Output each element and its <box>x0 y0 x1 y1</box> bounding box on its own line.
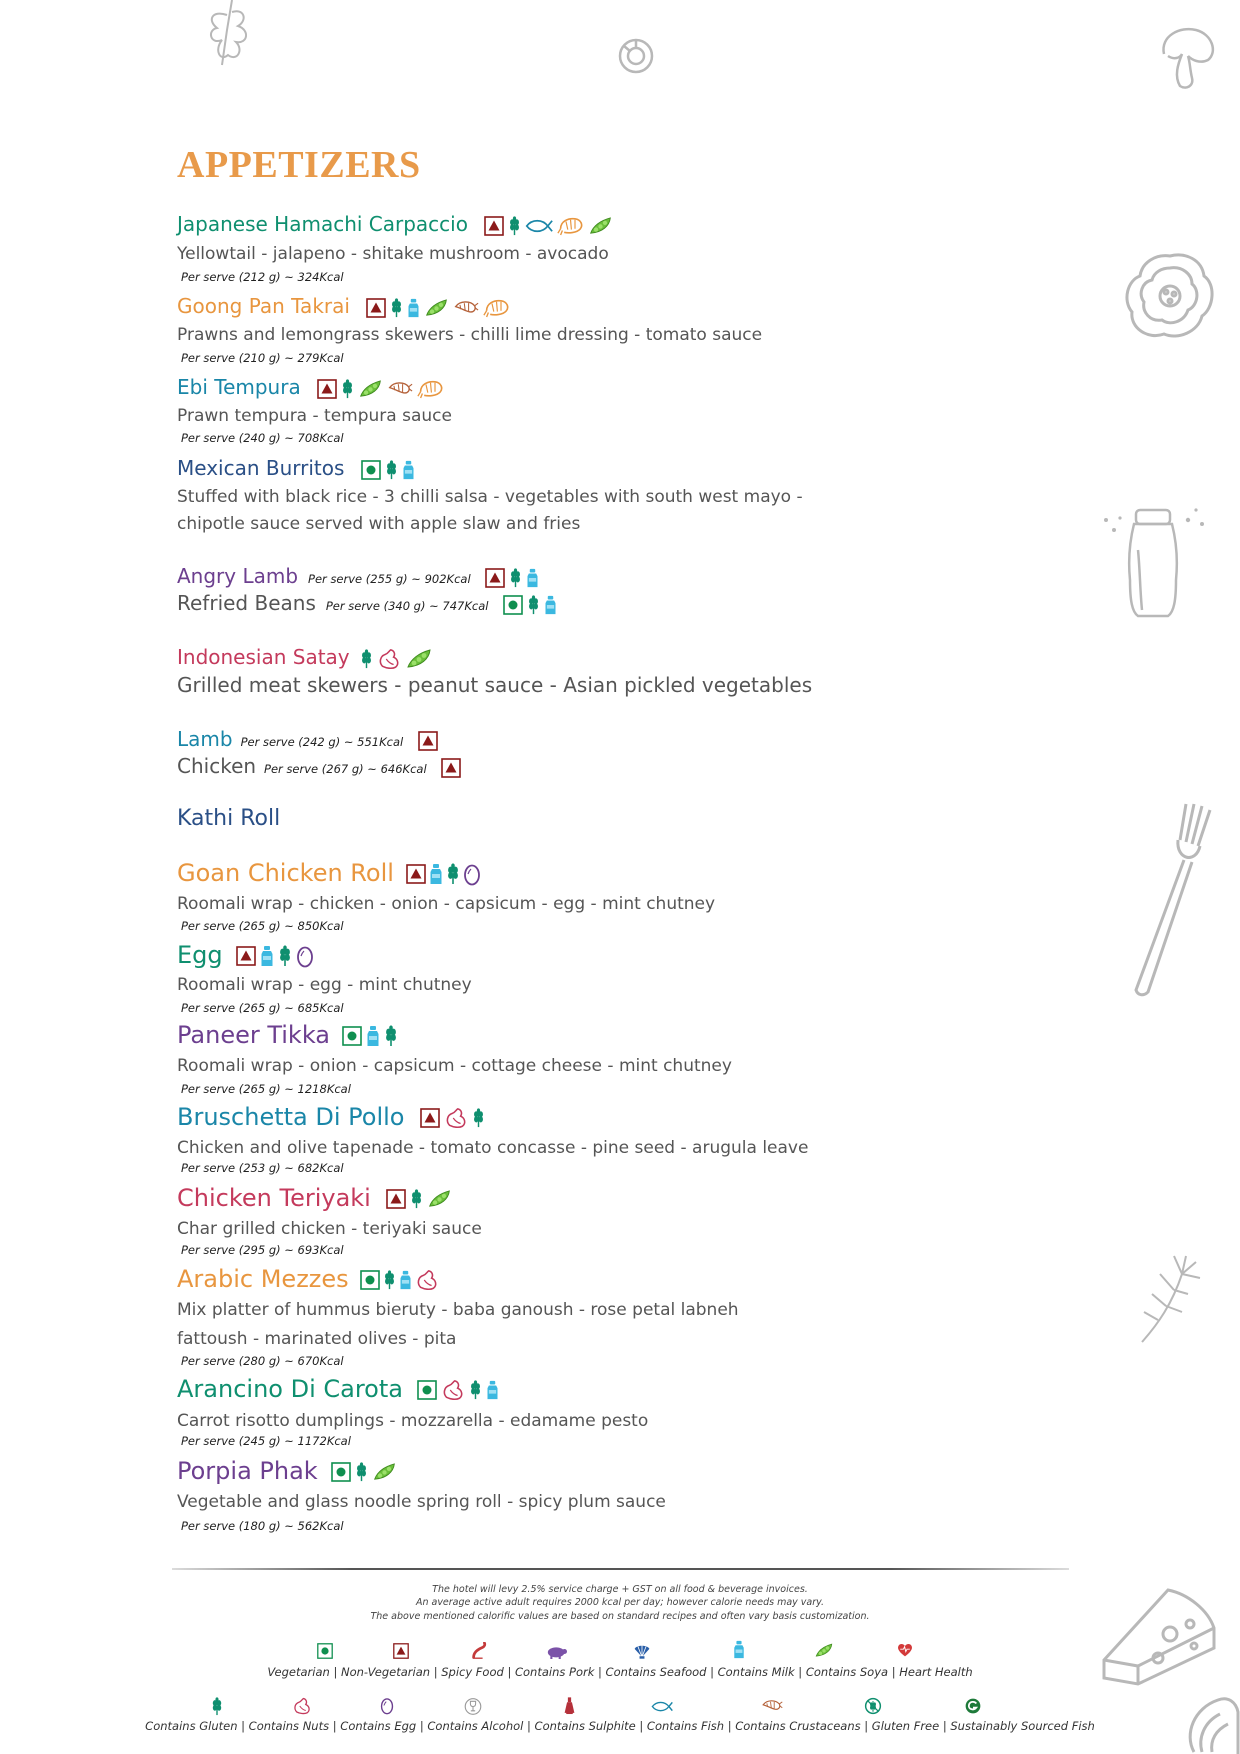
contains-soya-icon <box>588 215 613 237</box>
contains-milk-icon <box>407 298 420 318</box>
contains-milk-icon <box>486 1380 499 1400</box>
contains-gluten-icon <box>508 216 521 236</box>
menu-item-name-porpia-phak: Porpia Phak <box>177 1457 397 1485</box>
menu-item-name-mexican-burritos: Mexican Burritos <box>177 456 415 480</box>
dietary-icons <box>406 862 481 886</box>
menu-item-description: Chicken and olive tapenade - tomato concasse - pine seed - arugula leave <box>177 1138 809 1158</box>
dietary-icons <box>361 460 415 480</box>
vegetarian-icon <box>331 1462 351 1482</box>
contains-alcohol-icon <box>464 1697 482 1716</box>
contains-gluten-icon <box>341 379 354 399</box>
herb-sketch-decoration <box>192 0 262 72</box>
non-vegetarian-icon <box>418 731 438 751</box>
calorie-info: Per serve (255 g) ~ 902Kcal <box>308 572 471 586</box>
gluten-free-icon <box>864 1697 882 1715</box>
vegetarian-icon <box>317 1643 333 1659</box>
calorie-info: Per serve (265 g) ~ 685Kcal <box>181 1001 344 1015</box>
calorie-info: Per serve (267 g) ~ 646Kcal <box>264 762 427 776</box>
contains-gluten-icon <box>211 1697 223 1716</box>
legend-labels-row-1: Vegetarian | Non-Vegetarian | Spicy Food | Contains Pork | Contains Seafood | Contains Milk | Contains Soya | Heart Health <box>267 1665 973 1679</box>
contains-pork-icon <box>546 1644 568 1659</box>
menu-item-name-paneer-tikka: Paneer Tikka <box>177 1021 398 1049</box>
contains-sulphite-icon <box>563 1696 576 1715</box>
contains-gluten-icon <box>472 1108 485 1128</box>
contains-gluten-icon <box>360 649 373 669</box>
pepper-slice-sketch-decoration <box>1124 250 1216 342</box>
vegetarian-icon <box>342 1026 362 1046</box>
menu-item-name-indonesian-satay: Indonesian Satay <box>177 645 433 671</box>
dietary-icons <box>417 1379 499 1401</box>
contains-soya-icon <box>372 1461 397 1483</box>
contains-egg-icon <box>380 1696 394 1715</box>
prawn-icon <box>387 379 413 398</box>
dietary-icons <box>360 1269 439 1291</box>
vegetarian-icon <box>361 460 381 480</box>
menu-item-description: Vegetable and glass noodle spring roll - spicy plum sauce <box>177 1492 666 1512</box>
contains-seafood-icon <box>633 1642 651 1659</box>
menu-item-description: Mix platter of hummus bieruty - baba ganoush - rose petal labneh <box>177 1300 739 1320</box>
menu-item-name-bruschetta-di-pollo: Bruschetta Di Pollo <box>177 1103 485 1131</box>
section-title: APPETIZERS <box>177 144 421 186</box>
contains-fish-icon <box>525 218 553 234</box>
contains-gluten-icon <box>509 568 522 588</box>
non-vegetarian-icon <box>406 864 426 884</box>
menu-item-description: Char grilled chicken - teriyaki sauce <box>177 1219 482 1239</box>
salt-shaker-sketch-decoration <box>1098 500 1208 625</box>
calorie-info: Per serve (210 g) ~ 279Kcal <box>181 351 344 365</box>
contains-gluten-icon <box>469 1380 482 1400</box>
contains-gluten-icon <box>355 1462 368 1482</box>
menu-item-description: fattoush - marinated olives - pita <box>177 1329 457 1349</box>
calorie-info: Per serve (242 g) ~ 551Kcal <box>240 735 404 749</box>
non-vegetarian-icon <box>317 379 337 399</box>
contains-gluten-icon <box>390 298 403 318</box>
sustainably-sourced-fish-icon <box>964 1697 982 1715</box>
fork-sketch-decoration <box>1126 800 1214 1000</box>
dietary-icons <box>418 731 438 751</box>
non-vegetarian-icon <box>485 568 505 588</box>
footer-note-calorie-values: The above mentioned calorific values are based on standard recipes and often vary basis customization. <box>370 1611 870 1622</box>
contains-soya-icon <box>405 647 433 671</box>
calorie-info: Per serve (280 g) ~ 670Kcal <box>181 1354 344 1368</box>
contains-milk-icon <box>544 595 557 615</box>
dietary-icons <box>342 1025 398 1047</box>
dietary-icons <box>236 944 314 968</box>
calorie-info: Per serve (265 g) ~ 1218Kcal <box>181 1082 351 1096</box>
dietary-icons <box>386 1188 452 1210</box>
contains-soya-icon <box>424 297 449 319</box>
heart-health-icon <box>896 1642 914 1658</box>
contains-nuts-icon <box>292 1697 312 1715</box>
contains-crustaceans-icon <box>483 298 510 318</box>
menu-item-description: Stuffed with black rice - 3 chilli salsa - vegetables with south west mayo - <box>177 487 803 507</box>
contains-gluten-icon <box>384 1025 398 1047</box>
contains-crustaceans-icon <box>761 1697 783 1714</box>
contains-milk-icon <box>402 460 415 480</box>
vegetarian-icon <box>360 1270 380 1290</box>
contains-gluten-icon <box>527 595 540 615</box>
calorie-info: Per serve (295 g) ~ 693Kcal <box>181 1243 344 1257</box>
contains-milk-icon <box>399 1270 412 1290</box>
peppercorn-sketch-decoration <box>616 36 656 76</box>
dietary-icons <box>360 647 433 671</box>
contains-nuts-icon <box>415 1269 439 1291</box>
menu-item-description: chipotle sauce served with apple slaw and fries <box>177 514 581 534</box>
menu-item-name-arancino-di-carota: Arancino Di Carota <box>177 1375 499 1403</box>
menu-item-name-ebi-tempura: Ebi Tempura <box>177 375 444 400</box>
menu-item-name-refried-beans: Refried Beans Per serve (340 g) ~ 747Kcal <box>177 591 557 615</box>
contains-soya-icon <box>358 378 383 400</box>
contains-milk-icon <box>733 1640 745 1659</box>
calorie-info: Per serve (340 g) ~ 747Kcal <box>325 599 489 613</box>
contains-soya-icon <box>814 1642 834 1659</box>
calorie-info: Per serve (180 g) ~ 562Kcal <box>181 1519 344 1533</box>
menu-item-description: Prawns and lemongrass skewers - chilli lime dressing - tomato sauce <box>177 325 763 345</box>
calorie-info: Per serve (265 g) ~ 850Kcal <box>181 919 344 933</box>
menu-item-description: Roomali wrap - chicken - onion - capsicum - egg - mint chutney <box>177 894 716 914</box>
menu-item-name-chicken-teriyaki: Chicken Teriyaki <box>177 1184 452 1212</box>
menu-item-description: Carrot risotto dumplings - mozzarella - edamame pesto <box>177 1411 649 1431</box>
dill-sketch-decoration <box>1138 1254 1204 1346</box>
contains-milk-icon <box>526 568 539 588</box>
dietary-icons <box>317 378 444 400</box>
contains-fish-icon <box>651 1700 673 1713</box>
contains-milk-icon <box>260 945 274 967</box>
menu-item-name-lamb: Lamb Per serve (242 g) ~ 551Kcal <box>177 727 438 751</box>
non-vegetarian-icon <box>366 298 386 318</box>
non-vegetarian-icon <box>393 1643 409 1659</box>
non-vegetarian-icon <box>386 1189 406 1209</box>
contains-gluten-icon <box>278 945 292 967</box>
menu-item-name-arabic-mezzes: Arabic Mezzes <box>177 1265 439 1293</box>
calorie-info: Per serve (245 g) ~ 1172Kcal <box>181 1434 351 1448</box>
footer-note-service-charge: The hotel will levy 2.5% service charge + GST on all food & beverage invoices. <box>432 1584 808 1595</box>
dietary-icons <box>485 568 539 588</box>
contains-nuts-icon <box>441 1379 465 1401</box>
calorie-info: Per serve (212 g) ~ 324Kcal <box>181 270 344 284</box>
contains-gluten-icon <box>410 1189 423 1209</box>
contains-gluten-icon <box>385 460 398 480</box>
menu-item-name-hamachi: Japanese Hamachi Carpaccio <box>177 212 613 237</box>
legend-labels-row-2: Contains Gluten | Contains Nuts | Contains Egg | Contains Alcohol | Contains Sulphite | Contains Fish | Contains Crustaceans | Gluten Free | Sustainably Sourced Fish <box>145 1719 1095 1733</box>
footer-note-calorie-requirement: An average active adult requires 2000 kcal per day; however calorie needs may vary. <box>415 1597 825 1608</box>
non-vegetarian-icon <box>441 758 461 778</box>
menu-item-description: Yellowtail - jalapeno - shitake mushroom - avocado <box>177 244 609 264</box>
calorie-info: Per serve (253 g) ~ 682Kcal <box>181 1161 344 1175</box>
subsection-heading-kathi-roll: Kathi Roll <box>177 806 281 831</box>
dietary-icons <box>366 297 510 319</box>
spicy-food-icon <box>470 1642 488 1660</box>
menu-item-description: Roomali wrap - onion - capsicum - cottage cheese - mint chutney <box>177 1056 732 1076</box>
menu-item-name-goan-chicken-roll: Goan Chicken Roll <box>177 859 481 887</box>
contains-crustaceans-icon <box>557 216 584 236</box>
contains-soya-icon <box>427 1188 452 1210</box>
prawn-icon <box>453 298 479 317</box>
menu-item-description: Grilled meat skewers - peanut sauce - Asian pickled vegetables <box>177 673 813 697</box>
dietary-icons <box>420 1107 485 1129</box>
vegetarian-icon <box>503 595 523 615</box>
contains-egg-icon <box>463 862 481 886</box>
calorie-info: Per serve (240 g) ~ 708Kcal <box>181 431 344 445</box>
menu-item-description: Roomali wrap - egg - mint chutney <box>177 975 472 995</box>
contains-milk-icon <box>366 1025 380 1047</box>
contains-nuts-icon <box>444 1107 468 1129</box>
contains-crustaceans-icon <box>417 379 444 399</box>
menu-item-name-angry-lamb: Angry Lamb Per serve (255 g) ~ 902Kcal <box>177 564 539 588</box>
mushroom-sketch-decoration <box>1158 26 1218 92</box>
menu-item-name-chicken: Chicken Per serve (267 g) ~ 646Kcal <box>177 754 461 778</box>
dietary-icons <box>503 595 557 615</box>
non-vegetarian-icon <box>420 1108 440 1128</box>
contains-nuts-icon <box>377 648 401 670</box>
contains-gluten-icon <box>383 1270 396 1290</box>
non-vegetarian-icon <box>484 216 504 236</box>
dietary-icons <box>441 758 461 778</box>
vegetarian-icon <box>417 1380 437 1400</box>
menu-item-description: Prawn tempura - tempura sauce <box>177 406 452 426</box>
dietary-icons <box>484 215 613 237</box>
footer-divider <box>172 1568 1069 1570</box>
contains-egg-icon <box>296 944 314 968</box>
menu-item-name-goong-pan-takrai: Goong Pan Takrai <box>177 294 510 319</box>
menu-item-name-egg: Egg <box>177 941 314 969</box>
contains-milk-icon <box>429 863 443 885</box>
dietary-icons <box>331 1461 397 1483</box>
non-vegetarian-icon <box>236 946 256 966</box>
contains-gluten-icon <box>446 863 460 885</box>
